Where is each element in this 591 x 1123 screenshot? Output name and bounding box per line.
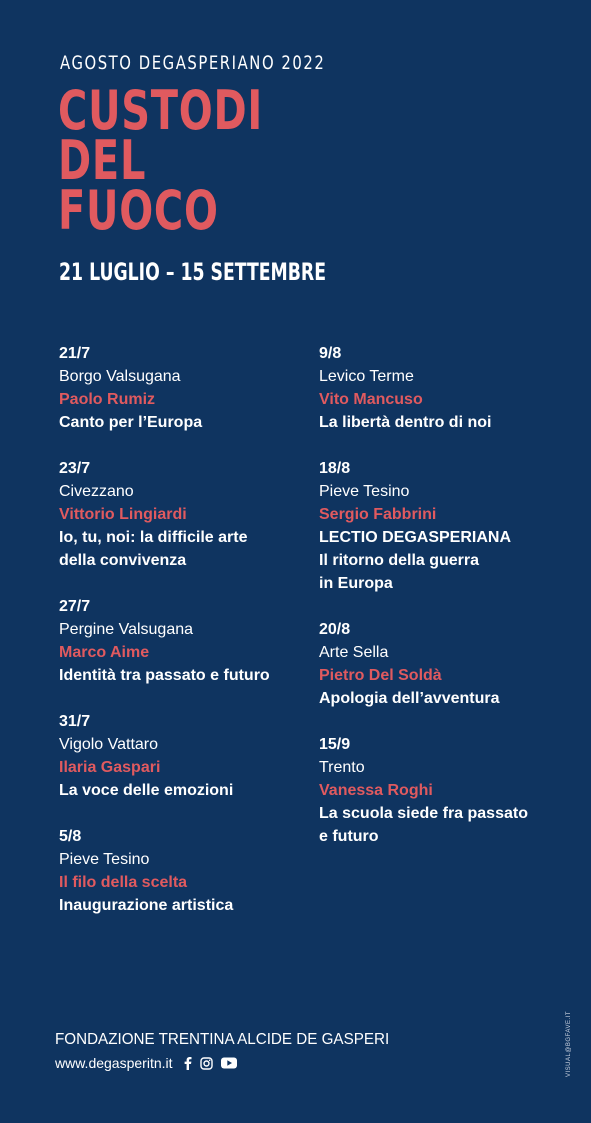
organization-name: FONDAZIONE TRENTINA ALCIDE DE GASPERI — [55, 1031, 390, 1048]
event-talk-title: La libertà dentro di noi — [319, 414, 492, 431]
youtube-icon[interactable] — [221, 1057, 237, 1069]
events-column-left — [59, 342, 299, 940]
event-talk-title: Canto per l’Europa — [59, 414, 203, 431]
event-speaker: Vito Mancuso — [319, 391, 423, 408]
event-location: Civezzano — [59, 483, 134, 500]
event-item — [59, 457, 299, 572]
event-date: 9/8 — [319, 345, 342, 362]
event-speaker: Il filo della scelta — [59, 874, 188, 891]
event-talk-title: La voce delle emozioni — [59, 782, 234, 799]
event-location: Trento — [319, 759, 365, 776]
event-item — [319, 457, 559, 595]
event-item — [319, 342, 559, 434]
event-speaker: Vanessa Roghi — [319, 782, 433, 799]
instagram-icon[interactable] — [200, 1057, 213, 1070]
event-talk-title: Io, tu, noi: la difficile arte — [59, 529, 248, 546]
event-location: Pieve Tesino — [59, 851, 150, 868]
event-item — [59, 825, 299, 917]
event-talk-title: Il ritorno della guerra — [319, 552, 480, 569]
event-item — [59, 342, 299, 434]
event-speaker: Pietro Del Soldà — [319, 667, 442, 684]
event-talk-title: in Europa — [319, 575, 393, 592]
website-link[interactable]: www.degasperitn.it — [55, 1055, 173, 1071]
event-talk-title: Inaugurazione artistica — [59, 897, 234, 914]
event-date: 31/7 — [59, 713, 91, 730]
event-location: Borgo Valsugana — [59, 368, 181, 385]
event-talk-title: Identità tra passato e futuro — [59, 667, 270, 684]
title-line: CUSTODI — [58, 79, 264, 142]
event-date: 5/8 — [59, 828, 82, 845]
event-date: 23/7 — [59, 460, 91, 477]
events-column-right — [319, 342, 559, 871]
event-speaker: Marco Aime — [59, 644, 150, 661]
event-date: 15/9 — [319, 736, 351, 753]
event-speaker: Sergio Fabbrini — [319, 506, 437, 523]
facebook-icon[interactable] — [183, 1056, 192, 1070]
footer-links — [55, 1055, 237, 1071]
event-date: 18/8 — [319, 460, 351, 477]
title-line: DEL — [58, 129, 147, 192]
event-speaker: Paolo Rumiz — [59, 391, 156, 408]
event-item — [59, 595, 299, 687]
event-talk-title: della convivenza — [59, 552, 187, 569]
event-item — [319, 618, 559, 710]
event-date: 21/7 — [59, 345, 91, 362]
event-speaker: Vittorio Lingiardi — [59, 506, 187, 523]
event-talk-title: LECTIO DEGASPERIANA — [319, 529, 512, 546]
title-line: FUOCO — [58, 179, 219, 242]
event-location: Arte Sella — [319, 644, 389, 661]
event-date: 27/7 — [59, 598, 91, 615]
event-talk-title: La scuola siede fra passato — [319, 805, 528, 822]
event-location: Vigolo Vattaro — [59, 736, 159, 753]
event-date: 20/8 — [319, 621, 351, 638]
event-location: Pieve Tesino — [319, 483, 410, 500]
event-location: Levico Terme — [319, 368, 414, 385]
date-range: 21 LUGLIO – 15 SETTEMBRE — [59, 258, 327, 286]
event-location: Pergine Valsugana — [59, 621, 194, 638]
event-item — [319, 733, 559, 848]
event-talk-title: Apologia dell’avventura — [319, 690, 500, 707]
event-talk-title: e futuro — [319, 828, 379, 845]
event-item — [59, 710, 299, 802]
event-series-label: AGOSTO DEGASPERIANO 2022 — [60, 52, 326, 74]
event-speaker: Ilaria Gaspari — [59, 759, 161, 776]
design-credit: VISUAL@BGFAVE.IT — [566, 1011, 572, 1077]
poster-title — [58, 79, 264, 242]
